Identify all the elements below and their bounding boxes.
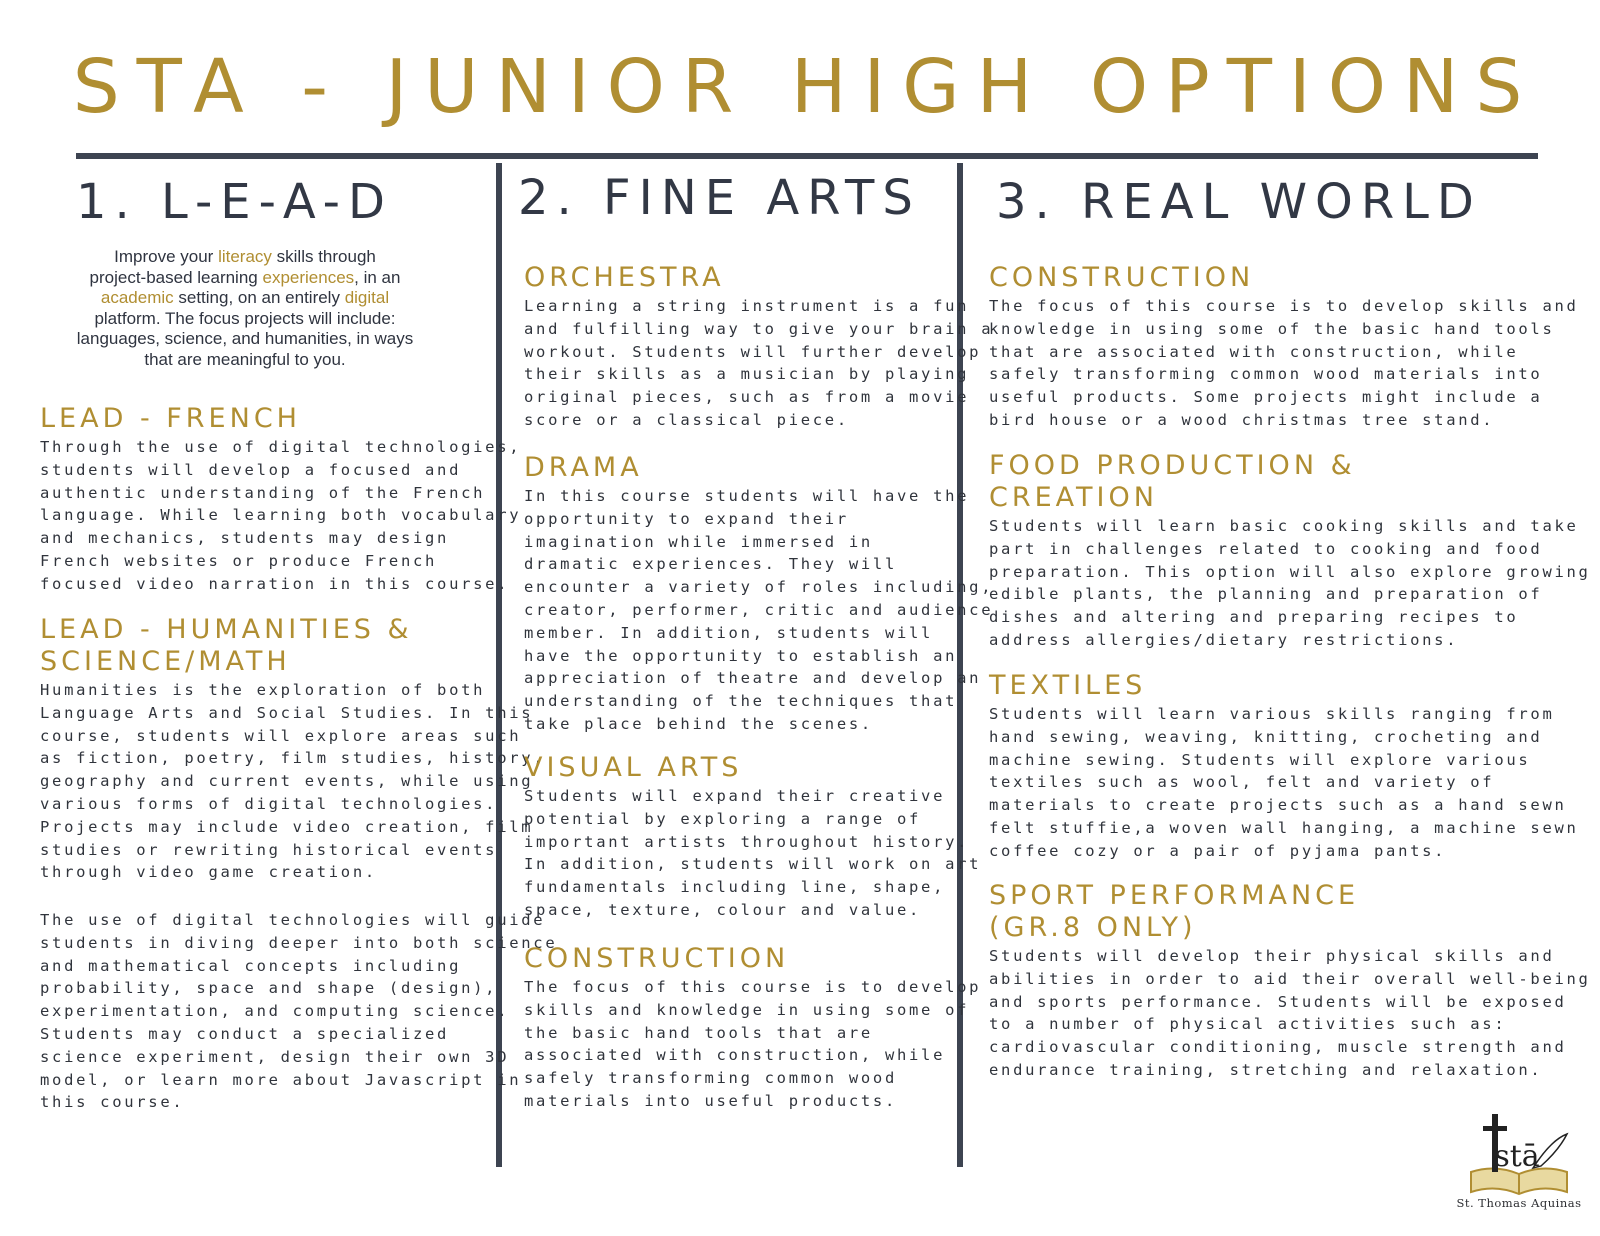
section-body: Through the use of digital technologies, students will develop a focused and authentic understanding of the French language. While learning both vocabulary and mechanics, students may design French websites or produce French focused video narration in this course.	[40, 438, 522, 593]
section-body: The focus of this course is to develop skills and knowledge in using some of the basic hand tools that are associated with construction, while safely transforming common wood materials into useful products. Some projects might include a bird house or a wood christmas tree stand.	[989, 297, 1579, 429]
section-drama	[524, 452, 993, 736]
section-body: Students will learn various skills ranging from hand sewing, weaving, knitting, crocheting and machine sewing. Students will explore various textiles such as wool, felt and variety of materials to create projects such as a hand sewn felt stuffie,a woven wall hanging, a machine sewn coffee cozy or a pair of pyjama pants.	[989, 705, 1579, 860]
section-body: The use of digital technologies will guide students in diving deeper into both science and mathematical concepts including probability, space and shape (design), experimentation, and computing science. Students may conduct a specialized science experiment, design their own 3D model, or learn more about Javascript in this course.	[40, 911, 558, 1112]
header-divider	[76, 153, 1538, 159]
section-lead-humanities	[40, 614, 545, 884]
section-body: In this course students will have the opportunity to expand their imagination while immersed in dramatic experiences. They will encounter a variety of roles including, creator, performer, critic and audience member. In addition, students will have the opportunity to establish an appreciation of theatre and develop an understanding of the techniques that take place behind the scenes.	[524, 487, 994, 733]
section-body: Learning a string instrument is a fun and fulfilling way to give your brain a workout. Students will further develop their skills as a musician by playing original pieces, such as from a movie score or a classical piece.	[524, 297, 994, 429]
lead-intro: Improve your literacy skills through project-based learning experiences, in an academic setting, on an entirely digital platform. The focus projects will include: languages, science, and humanities, in ways that are meaningful to you.	[76, 247, 414, 369]
section-title: VISUAL ARTS	[524, 752, 743, 783]
section-orchestra	[524, 262, 993, 432]
column-heading-real-world: 3. REAL WORLD	[996, 174, 1482, 230]
section-body: Students will expand their creative potential by exploring a range of important artists throughout history. In addition, students will work on art fundamentals including line, shape, space, texture, colour and value.	[524, 787, 982, 919]
section-construction	[989, 262, 1579, 432]
section-title: LEAD - FRENCH	[40, 403, 301, 434]
section-body: Students will learn basic cooking skills and take part in challenges related to cooking and food preparation. This option will also explore growing edible plants, the planning and preparation of dishes and altering and preparing recipes to address allergies/dietary restrictions.	[989, 517, 1591, 649]
section-title: FOOD PRODUCTION & CREATION	[989, 450, 1356, 513]
section-sport-performance	[989, 880, 1591, 1082]
section-title: DRAMA	[524, 452, 643, 483]
section-lead-science-math	[40, 908, 557, 1114]
section-textiles	[989, 670, 1579, 863]
column-heading-lead: 1. L-E-A-D	[76, 174, 393, 230]
section-title: LEAD - HUMANITIES & SCIENCE/MATH	[40, 614, 413, 677]
page-title: STA - JUNIOR HIGH OPTIONS	[72, 44, 1540, 130]
section-lead-french	[40, 403, 521, 596]
section-visual-arts	[524, 752, 981, 922]
svg-text:stā: stā	[1494, 1139, 1540, 1174]
section-title: CONSTRUCTION	[989, 262, 1255, 293]
section-title: CONSTRUCTION	[524, 943, 790, 974]
column-heading-fine-arts: 2. FINE ARTS	[518, 170, 921, 226]
section-body: The focus of this course is to develop skills and knowledge in using some of the basic hand tools that are associated with construction, while safely transforming common wood materials into useful products.	[524, 978, 982, 1110]
section-title: SPORT PERFORMANCE (GR.8 ONLY)	[989, 880, 1360, 943]
section-construction-arts	[524, 943, 981, 1113]
section-title: ORCHESTRA	[524, 262, 725, 293]
section-food-production	[989, 450, 1591, 652]
section-title: TEXTILES	[989, 670, 1147, 701]
school-logo-text: St. Thomas Aquinas	[1456, 1196, 1582, 1210]
section-body: Students will develop their physical skills and abilities in order to aid their overall well-being and sports performance. Students will be exposed to a number of physical activities such as: cardiovascular conditioning, muscle strength and endurance training, stretching and relaxation.	[989, 947, 1591, 1079]
section-body: Humanities is the exploration of both Language Arts and Social Studies. In this course, students will explore areas such as fiction, poetry, film studies, history, geography and current events, while using various forms of digital technologies. Projects may include video creation, film studies or rewriting historical events through video game creation.	[40, 681, 546, 882]
